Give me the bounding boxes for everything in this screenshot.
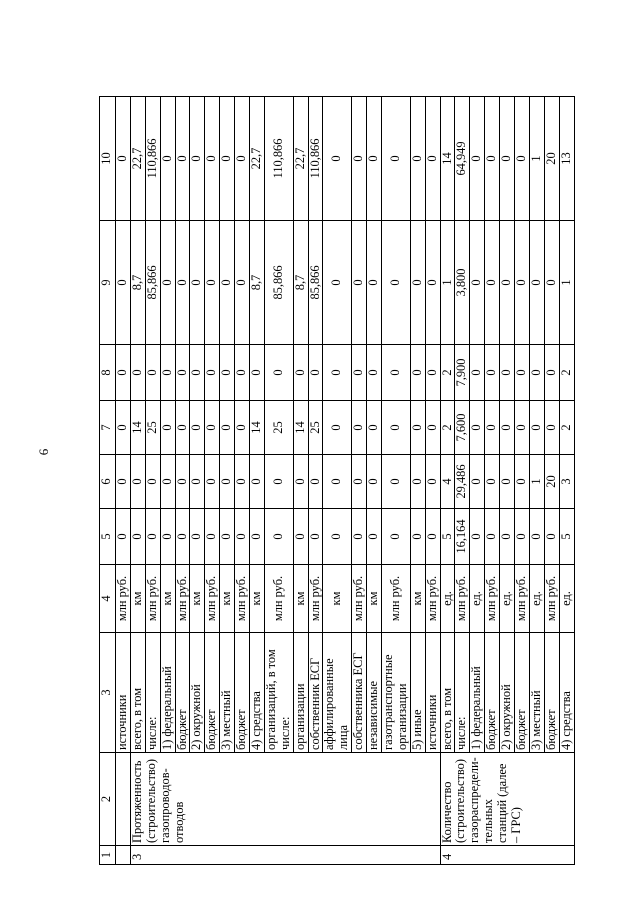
table-row <box>250 97 265 865</box>
value-cell: 0 <box>160 509 175 565</box>
value-cell: 0 <box>500 221 515 345</box>
value-cell: 0 <box>500 455 515 509</box>
value-cell: 0 <box>382 455 411 509</box>
unit-cell: млн руб. <box>116 565 131 633</box>
value-cell: 0 <box>382 509 411 565</box>
unit-cell: км <box>293 565 308 633</box>
funding-source: независимые <box>367 633 382 753</box>
value-cell: 8,7 <box>250 221 265 345</box>
table-row <box>116 97 131 865</box>
value-cell: 0 <box>190 97 205 221</box>
value-cell: 14 <box>293 401 308 455</box>
table-row <box>205 97 220 865</box>
value-cell: 29,486 <box>455 455 470 509</box>
value-cell: 0 <box>470 455 485 509</box>
value-cell: 0 <box>382 345 411 401</box>
value-cell: 0 <box>160 401 175 455</box>
value-cell: 110,866 <box>308 97 323 221</box>
value-cell: 0 <box>205 221 220 345</box>
funding-source: всего, в том <box>130 633 145 753</box>
value-cell: 0 <box>470 401 485 455</box>
value-cell: 0 <box>425 401 440 455</box>
value-cell: 1 <box>529 97 544 221</box>
row-number: 3 <box>130 846 440 865</box>
value-cell: 20 <box>544 455 559 509</box>
value-cell: 25 <box>264 401 293 455</box>
unit-cell: км <box>323 565 352 633</box>
funding-source: бюджет <box>544 633 559 753</box>
value-cell: 0 <box>235 509 250 565</box>
value-cell: 0 <box>529 221 544 345</box>
value-cell: 0 <box>352 401 367 455</box>
value-cell: 0 <box>367 509 382 565</box>
funding-source: бюджет <box>175 633 190 753</box>
value-cell: 0 <box>367 345 382 401</box>
value-cell: 0 <box>352 97 367 221</box>
value-cell: 0 <box>515 97 530 221</box>
page-number: 6 <box>36 448 51 456</box>
value-cell: 0 <box>205 97 220 221</box>
table-row <box>160 97 175 865</box>
value-cell: 0 <box>410 509 425 565</box>
unit-cell: км <box>250 565 265 633</box>
unit-cell: км <box>220 565 235 633</box>
table-row <box>367 97 382 865</box>
unit-cell: ед. <box>440 565 455 633</box>
value-cell: 0 <box>367 221 382 345</box>
value-cell: 0 <box>175 97 190 221</box>
value-cell: 2 <box>559 401 574 455</box>
funding-source: источники <box>425 633 440 753</box>
funding-source: газотранспортные организации <box>382 633 411 753</box>
value-cell: 0 <box>116 345 131 401</box>
value-cell: 0 <box>308 509 323 565</box>
table-row <box>190 97 205 865</box>
value-cell: 0 <box>500 97 515 221</box>
value-cell: 0 <box>175 401 190 455</box>
table-row <box>382 97 411 865</box>
unit-cell: млн руб. <box>264 565 293 633</box>
value-cell: 1 <box>440 221 455 345</box>
value-cell: 0 <box>205 401 220 455</box>
funding-source: источники <box>116 633 131 753</box>
value-cell: 0 <box>235 345 250 401</box>
unit-cell: км <box>130 565 145 633</box>
table-row <box>130 97 145 865</box>
value-cell: 25 <box>308 401 323 455</box>
value-cell: 0 <box>220 345 235 401</box>
value-cell: 14 <box>440 97 455 221</box>
value-cell: 0 <box>160 97 175 221</box>
value-cell: 16,164 <box>455 509 470 565</box>
unit-cell: млн руб. <box>515 565 530 633</box>
value-cell: 0 <box>190 221 205 345</box>
value-cell: 0 <box>175 345 190 401</box>
unit-cell: км <box>410 565 425 633</box>
value-cell: 0 <box>160 345 175 401</box>
value-cell: 0 <box>352 345 367 401</box>
value-cell: 2 <box>440 345 455 401</box>
value-cell: 0 <box>220 455 235 509</box>
value-cell: 0 <box>190 401 205 455</box>
value-cell: 0 <box>352 221 367 345</box>
unit-cell: млн руб. <box>425 565 440 633</box>
funding-source: бюджет <box>485 633 500 753</box>
value-cell: 0 <box>264 509 293 565</box>
value-cell: 0 <box>382 401 411 455</box>
value-cell: 0 <box>500 345 515 401</box>
value-cell: 0 <box>116 509 131 565</box>
value-cell: 0 <box>175 509 190 565</box>
value-cell: 0 <box>250 509 265 565</box>
row-number: 4 <box>440 846 574 865</box>
funding-source: бюджет <box>235 633 250 753</box>
unit-cell: млн руб. <box>485 565 500 633</box>
value-cell: 0 <box>500 509 515 565</box>
unit-cell: млн руб. <box>382 565 411 633</box>
col-header: 4 <box>100 565 116 633</box>
value-cell: 0 <box>220 221 235 345</box>
value-cell: 0 <box>130 345 145 401</box>
value-cell: 0 <box>425 455 440 509</box>
col-header: 3 <box>100 633 116 753</box>
value-cell: 0 <box>367 97 382 221</box>
value-cell: 0 <box>235 455 250 509</box>
value-cell: 85,866 <box>308 221 323 345</box>
unit-cell: млн руб. <box>544 565 559 633</box>
table-row <box>440 97 455 865</box>
value-cell: 0 <box>190 455 205 509</box>
value-cell: 0 <box>410 345 425 401</box>
value-cell: 0 <box>470 509 485 565</box>
value-cell: 0 <box>308 455 323 509</box>
col-header: 6 <box>100 455 116 509</box>
value-cell: 0 <box>470 221 485 345</box>
value-cell: 0 <box>264 455 293 509</box>
value-cell: 0 <box>425 221 440 345</box>
value-cell: 2 <box>440 401 455 455</box>
value-cell: 0 <box>544 401 559 455</box>
value-cell: 0 <box>116 455 131 509</box>
funding-source: собственник ЕСГ <box>308 633 323 753</box>
value-cell: 0 <box>145 509 160 565</box>
table-row <box>235 97 250 865</box>
value-cell: 0 <box>264 345 293 401</box>
table-row <box>175 97 190 865</box>
header-row <box>100 97 116 865</box>
value-cell: 22,7 <box>293 97 308 221</box>
funding-source: 1) федеральный <box>160 633 175 753</box>
table-row <box>352 97 367 865</box>
value-cell: 0 <box>367 401 382 455</box>
value-cell: 1 <box>529 455 544 509</box>
table-row <box>264 97 293 865</box>
unit-cell: млн руб. <box>235 565 250 633</box>
value-cell: 22,7 <box>250 97 265 221</box>
value-cell: 0 <box>250 345 265 401</box>
value-cell: 0 <box>352 509 367 565</box>
value-cell: 14 <box>250 401 265 455</box>
indicator-name: Количество (строительство) газораспредели-тельных станций (далее – ГРС) <box>440 753 574 846</box>
funding-source: всего, в том <box>440 633 455 753</box>
value-cell: 0 <box>293 455 308 509</box>
rotated-table-container <box>99 97 597 865</box>
funding-source: числе: <box>145 633 160 753</box>
funding-source: организаций, в том числе: <box>264 633 293 753</box>
value-cell: 0 <box>485 97 500 221</box>
unit-cell: км <box>190 565 205 633</box>
funding-source: бюджет <box>515 633 530 753</box>
table-row <box>425 97 440 865</box>
unit-cell: км <box>160 565 175 633</box>
value-cell: 0 <box>205 509 220 565</box>
value-cell: 0 <box>323 455 352 509</box>
value-cell: 14 <box>130 401 145 455</box>
table-row <box>410 97 425 865</box>
table-row <box>293 97 308 865</box>
unit-cell: млн руб. <box>352 565 367 633</box>
value-cell: 0 <box>352 455 367 509</box>
value-cell: 0 <box>116 221 131 345</box>
col-header: 5 <box>100 509 116 565</box>
funding-source: 2) окружной <box>500 633 515 753</box>
value-cell: 0 <box>515 221 530 345</box>
value-cell: 0 <box>544 221 559 345</box>
funding-source: 3) местный <box>529 633 544 753</box>
value-cell: 0 <box>160 455 175 509</box>
unit-cell: км <box>367 565 382 633</box>
value-cell: 2 <box>559 345 574 401</box>
funding-source: 2) окружной <box>190 633 205 753</box>
value-cell: 0 <box>190 345 205 401</box>
unit-cell: ед. <box>529 565 544 633</box>
funding-source: собственника ЕСГ <box>352 633 367 753</box>
funding-source: 4) средства <box>559 633 574 753</box>
empty-cell <box>116 753 131 846</box>
value-cell: 110,866 <box>145 97 160 221</box>
value-cell: 0 <box>323 221 352 345</box>
unit-cell: ед. <box>559 565 574 633</box>
table-row <box>145 97 160 865</box>
value-cell: 0 <box>175 455 190 509</box>
value-cell: 0 <box>116 97 131 221</box>
unit-cell: ед. <box>470 565 485 633</box>
value-cell: 0 <box>175 221 190 345</box>
table-row <box>529 97 544 865</box>
unit-cell: млн руб. <box>308 565 323 633</box>
funding-source: аффилированные лица <box>323 633 352 753</box>
table-row <box>485 97 500 865</box>
value-cell: 0 <box>323 97 352 221</box>
col-header: 8 <box>100 345 116 401</box>
value-cell: 0 <box>544 345 559 401</box>
value-cell: 0 <box>235 97 250 221</box>
funding-source: организации <box>293 633 308 753</box>
value-cell: 8,7 <box>130 221 145 345</box>
value-cell: 0 <box>470 345 485 401</box>
value-cell: 7,600 <box>455 401 470 455</box>
table-row <box>470 97 485 865</box>
value-cell: 1 <box>559 221 574 345</box>
value-cell: 0 <box>529 401 544 455</box>
value-cell: 0 <box>470 97 485 221</box>
table-row <box>544 97 559 865</box>
value-cell: 0 <box>382 221 411 345</box>
value-cell: 0 <box>500 401 515 455</box>
table-row <box>220 97 235 865</box>
value-cell: 0 <box>410 221 425 345</box>
col-header: 9 <box>100 221 116 345</box>
value-cell: 22,7 <box>130 97 145 221</box>
value-cell: 0 <box>544 509 559 565</box>
table-row <box>308 97 323 865</box>
value-cell: 0 <box>529 509 544 565</box>
unit-cell: млн руб. <box>455 565 470 633</box>
col-header: 7 <box>100 401 116 455</box>
value-cell: 0 <box>250 455 265 509</box>
value-cell: 85,866 <box>145 221 160 345</box>
value-cell: 0 <box>220 509 235 565</box>
value-cell: 0 <box>410 455 425 509</box>
table-row <box>455 97 470 865</box>
value-cell: 0 <box>485 509 500 565</box>
value-cell: 0 <box>145 345 160 401</box>
funding-source: бюджет <box>205 633 220 753</box>
value-cell: 0 <box>190 509 205 565</box>
value-cell: 0 <box>515 455 530 509</box>
value-cell: 0 <box>425 345 440 401</box>
value-cell: 0 <box>410 401 425 455</box>
table-row <box>323 97 352 865</box>
value-cell: 20 <box>544 97 559 221</box>
value-cell: 0 <box>425 97 440 221</box>
value-cell: 8,7 <box>293 221 308 345</box>
col-header: 2 <box>100 753 116 846</box>
value-cell: 0 <box>308 345 323 401</box>
value-cell: 25 <box>145 401 160 455</box>
indicator-name: Протяженность (строительство) газопроводов-отводов <box>130 753 440 846</box>
funding-source: 5) иные <box>410 633 425 753</box>
value-cell: 64,949 <box>455 97 470 221</box>
value-cell: 0 <box>382 97 411 221</box>
value-cell: 0 <box>410 97 425 221</box>
value-cell: 0 <box>485 345 500 401</box>
value-cell: 0 <box>220 97 235 221</box>
table-row <box>515 97 530 865</box>
unit-cell: млн руб. <box>205 565 220 633</box>
value-cell: 0 <box>515 345 530 401</box>
value-cell: 0 <box>293 345 308 401</box>
unit-cell: млн руб. <box>175 565 190 633</box>
value-cell: 0 <box>323 509 352 565</box>
empty-cell <box>116 846 131 865</box>
table-row <box>559 97 574 865</box>
unit-cell: ед. <box>500 565 515 633</box>
value-cell: 0 <box>485 221 500 345</box>
value-cell: 7,900 <box>455 345 470 401</box>
value-cell: 0 <box>323 401 352 455</box>
value-cell: 0 <box>160 221 175 345</box>
value-cell: 0 <box>235 401 250 455</box>
funding-source: 3) местный <box>220 633 235 753</box>
value-cell: 0 <box>529 345 544 401</box>
unit-cell: млн руб. <box>145 565 160 633</box>
value-cell: 0 <box>367 455 382 509</box>
col-header: 10 <box>100 97 116 221</box>
value-cell: 0 <box>205 455 220 509</box>
value-cell: 13 <box>559 97 574 221</box>
value-cell: 0 <box>515 401 530 455</box>
value-cell: 3,800 <box>455 221 470 345</box>
funding-source: числе: <box>455 633 470 753</box>
value-cell: 5 <box>440 509 455 565</box>
value-cell: 0 <box>130 509 145 565</box>
value-cell: 0 <box>293 509 308 565</box>
funding-source: 4) средства <box>250 633 265 753</box>
table-row <box>500 97 515 865</box>
value-cell: 0 <box>145 455 160 509</box>
value-cell: 0 <box>130 455 145 509</box>
value-cell: 0 <box>425 509 440 565</box>
col-header: 1 <box>100 846 116 865</box>
value-cell: 85,866 <box>264 221 293 345</box>
value-cell: 3 <box>559 455 574 509</box>
value-cell: 0 <box>323 345 352 401</box>
value-cell: 0 <box>485 401 500 455</box>
value-cell: 0 <box>485 455 500 509</box>
funding-source: 1) федеральный <box>470 633 485 753</box>
value-cell: 0 <box>220 401 235 455</box>
data-table <box>99 96 575 865</box>
value-cell: 110,866 <box>264 97 293 221</box>
value-cell: 4 <box>440 455 455 509</box>
value-cell: 5 <box>559 509 574 565</box>
value-cell: 0 <box>116 401 131 455</box>
value-cell: 0 <box>235 221 250 345</box>
value-cell: 0 <box>205 345 220 401</box>
value-cell: 0 <box>515 509 530 565</box>
